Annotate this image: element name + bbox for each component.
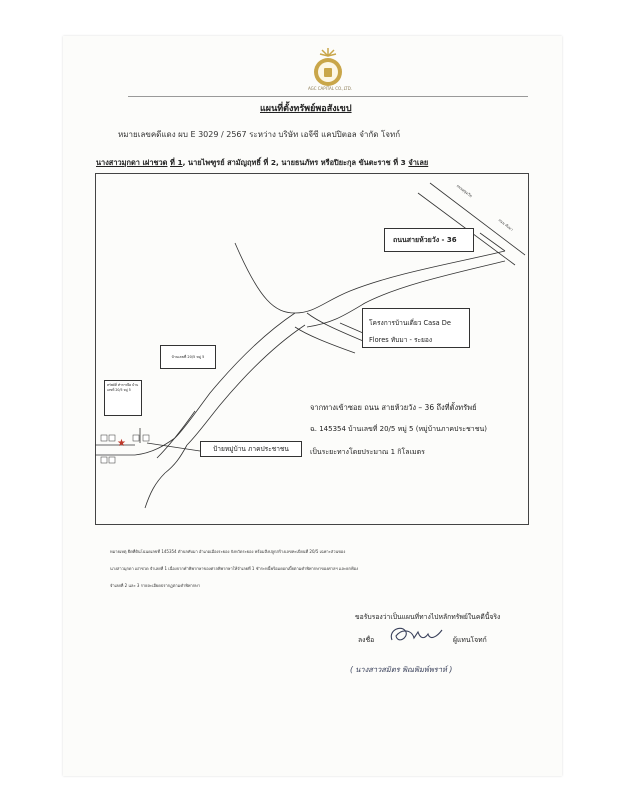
village-road-1 <box>165 445 187 473</box>
small-label-box: บ้านเลขที่ 20/5 หมู่ 5 <box>160 345 216 369</box>
owner-1-number: ที่ 1 <box>170 158 183 167</box>
property-star-icon: ★ <box>117 438 126 449</box>
directions-line-3: เป็นระยะทางโดยประมาณ 1 กิโลเมตร <box>310 448 425 456</box>
left-label-box: ทรัพย์ที่ ทำการยึด บ้านเลขที่ 20/5 หมู่ 5 <box>104 380 142 416</box>
owners-rest: , นายไพฑูรย์ สามัญฤทธิ์ ที่ 2, นายธนภัทร หรือปิยะกุล ขันตะราช ที่ 3 <box>182 158 406 167</box>
project-label-box <box>362 308 470 348</box>
note-line-2: นางสาวมุกดา เผ่าชวด จำเลยที่ 1 เนื่องจากคำพิพากษาของศาลพิพากษาให้จำเลยที่ 1 ชำระหนี้พร้อมดอกเบี้ยตามคำพิพากษาของศาลฯ และยกฟ้อง <box>110 566 359 571</box>
house-marker <box>143 435 149 441</box>
case-number-line: หมายเลขคดีแดง ผบ E 3029 / 2567 ระหว่าง บริษัท เอจีซี แคปปิตอล จำกัด โจทก์ <box>118 130 401 139</box>
directions-line-1: จากทางเข้าซอย ถนน สายห้วยวัง – 36 ถึงที่ตั้งทรัพย์ <box>310 403 477 412</box>
road-tiny-label-2: ถนน ทับมา <box>497 218 514 232</box>
company-logo <box>308 44 348 92</box>
document-title: แผนที่ตั้งทรัพย์พอสังเขป <box>260 104 352 114</box>
side-road-upper <box>175 313 295 438</box>
owner-1-name: นางสาวมุกดา เผ่าชวด <box>96 158 168 167</box>
road-tiny-label-1: ถนนสุขุมวิท <box>455 183 473 199</box>
project-road-lower <box>295 327 355 353</box>
defendant-label: จำเลย <box>408 158 429 167</box>
signature-prefix: ลงชื่อ <box>358 636 375 644</box>
village-diagonal <box>157 411 195 458</box>
directions-line-2: ฉ. 145354 บ้านเลขที่ 20/5 หมู่ 5 (หมู่บ้านภาคประชาชน) <box>310 425 487 433</box>
house-marker <box>101 457 107 463</box>
owners-line <box>96 157 428 169</box>
village-road-3 <box>145 473 165 508</box>
company-name-small: AGC CAPITAL CO.,LTD. <box>307 86 353 91</box>
project-label-line2: Flores ทับมา - ระยอง <box>369 336 433 344</box>
arrow-to-project <box>340 323 363 333</box>
house-marker <box>109 435 115 441</box>
road-label-box: ถนนสายห้วยวัง - 36 <box>384 228 474 252</box>
village-sign-label: ป้ายหมู่บ้าน ภาคประชาชน <box>200 441 302 457</box>
header-divider <box>128 96 528 97</box>
project-label-line1: โครงการบ้านเดี่ยว Casa De <box>369 319 451 327</box>
project-road-upper <box>307 313 363 341</box>
side-road-lower <box>187 325 305 445</box>
main-road-upper <box>235 243 505 313</box>
note-line-3: จำเลยที่ 2 และ 3 รายละเอียดปรากฏตามคำพิพากษา <box>110 583 201 588</box>
certification-text: ขอรับรองว่าเป็นแผนที่ทางไปหลักทรัพย์ในคดีนี้จริง <box>355 613 501 621</box>
signer-name-handwritten: ( นางสาวสมิตร พิณพิมพ์พราห์ ) <box>350 665 453 674</box>
note-line-1: หมายเหตุ ยึดที่ดินโฉนดเลขที่ 145354 ตำบลทับมา อำเภอเมืองระยอง จังหวัดระยอง พร้อมสิ่งปลูกสร้างเลขทะเบียนที่ 20/5 เฉพาะส่วนของ <box>110 549 346 554</box>
signer-role: ผู้แทนโจทก์ <box>453 636 487 644</box>
house-marker <box>133 435 139 441</box>
handwritten-signature <box>386 622 450 648</box>
house-marker <box>101 435 107 441</box>
house-marker <box>109 457 115 463</box>
